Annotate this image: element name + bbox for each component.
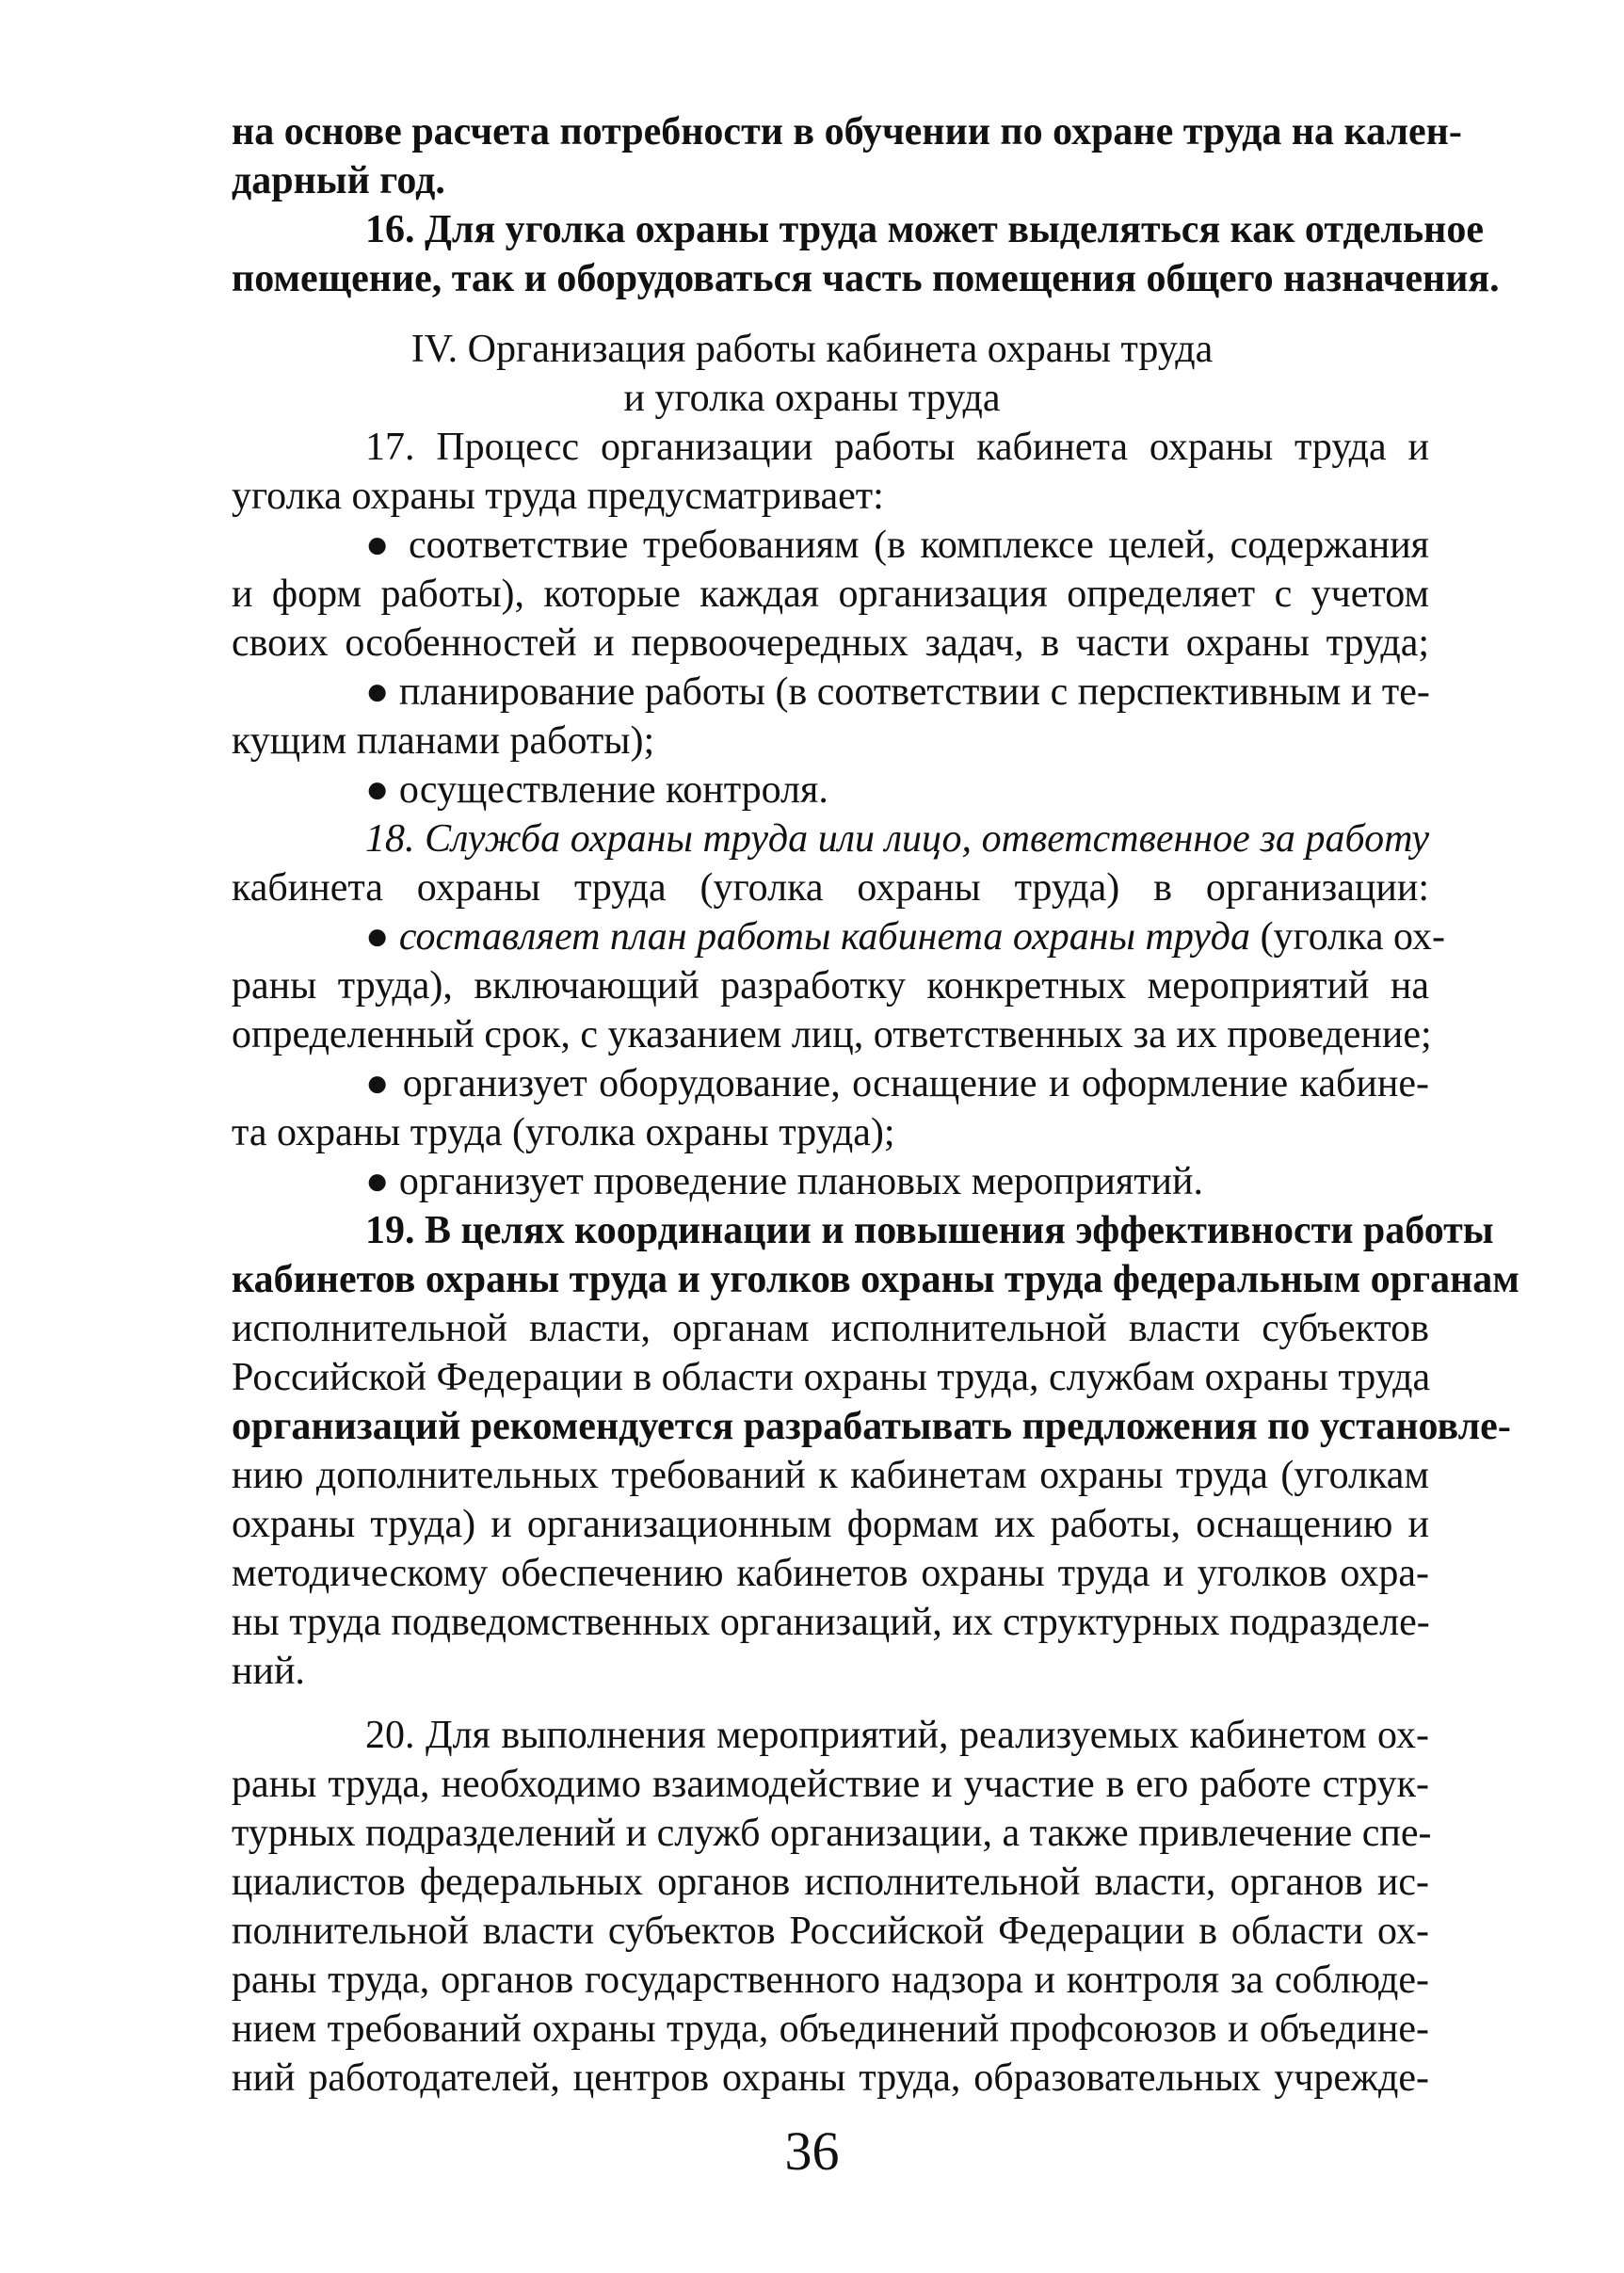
text-line: помещение, так и оборудоваться часть помещения общего назначения. (232, 257, 1500, 300)
text-line: кабинетов охраны труда и уголков охраны труда федеральным органам (232, 1258, 1519, 1301)
bullet-item: ● организует проведение плановых мероприятий. (365, 1160, 1203, 1203)
text-line: и форм работы), которые каждая организация определяет с учетом (232, 572, 1429, 616)
paragraph-19-line: 19. В целях координации и повышения эффективности работы (365, 1209, 1494, 1252)
text-line: организаций рекомендуется разрабатывать предложения по установле- (232, 1405, 1511, 1448)
text-line: методическому обеспечению кабинетов охраны труда и уголков охра- (232, 1552, 1429, 1595)
text-line: нием требований охраны труда, объединений профсоюзов и объедине- (232, 2007, 1429, 2051)
section-heading: IV. Организация работы кабинета охраны труда (410, 328, 1214, 371)
paragraph-20-line: 20. Для выполнения мероприятий, реализуемых кабинетом ох- (365, 1714, 1429, 1757)
section-heading: и уголка охраны труда (623, 377, 1001, 420)
paragraph-17-line: 17. Процесс организации работы кабинета охраны труда и (365, 426, 1429, 469)
text-line: определенный срок, с указанием лиц, ответственных за их проведение; (232, 1013, 1432, 1056)
paragraph-16-line: 16. Для уголка охраны труда может выделяться как отдельное (365, 208, 1484, 251)
bullet-item: ● организует оборудование, оснащение и оформление кабине- (365, 1062, 1429, 1105)
text-line: уголка охраны труда предусматривает: (232, 475, 884, 518)
text-line: ний. (232, 1650, 305, 1693)
text-line: своих особенностей и первоочередных задач, в части охраны труда; (232, 621, 1429, 665)
text-line: кабинета охраны труда (уголка охраны труда) в организации: (232, 866, 1429, 910)
text-line: ны труда подведомственных организаций, их структурных подразделе- (232, 1601, 1430, 1644)
bullet-item: ● соответствие требованиям (в комплексе целей, содержания (365, 524, 1429, 567)
text-line: охраны труда) и организационным формам их работы, оснащению и (232, 1503, 1429, 1546)
text-line: исполнительной власти, органам исполнительной власти субъектов (232, 1307, 1429, 1350)
italic-phrase: ● составляет план работы кабинета охраны труда (365, 915, 1251, 959)
text-line: та охраны труда (уголка охраны труда); (232, 1111, 895, 1154)
text-line: дарный год. (232, 159, 445, 202)
text-line: полнительной власти субъектов Российской Федерации в области ох- (232, 1910, 1429, 1953)
text-line: нию дополнительных требований к кабинетам охраны труда (уголкам (232, 1454, 1429, 1497)
bullet-item (365, 912, 1445, 961)
text-line: ний работодателей, центров охраны труда, образовательных учрежде- (232, 2056, 1429, 2100)
bullet-item: ● осуществление контроля. (365, 768, 828, 812)
text-run: (уголка ох- (1250, 915, 1445, 959)
paragraph-18-line: 18. Служба охраны труда или лицо, ответственное за работу (365, 817, 1429, 861)
bullet-item: ● планирование работы (в соответствии с перспективным и те- (365, 670, 1430, 714)
text-line: на основе расчета потребности в обучении по охране труда на кален- (232, 110, 1462, 153)
text-line: раны труда, необходимо взаимодействие и участие в его работе струк- (232, 1763, 1429, 1806)
page-number: 36 (784, 2120, 840, 2182)
text-line: раны труда, органов государственного надзора и контроля за соблюде- (232, 1959, 1429, 2002)
text-line: циалистов федеральных органов исполнительной власти, органов ис- (232, 1861, 1429, 1904)
text-line: кущим планами работы); (232, 719, 655, 763)
text-line: турных подразделений и служб организации, а также привлечение спе- (232, 1812, 1432, 1855)
text-line: Российской Федерации в области охраны труда, службам охраны труда (232, 1356, 1431, 1399)
text-line: раны труда), включающий разработку конкретных мероприятий на (232, 964, 1429, 1008)
